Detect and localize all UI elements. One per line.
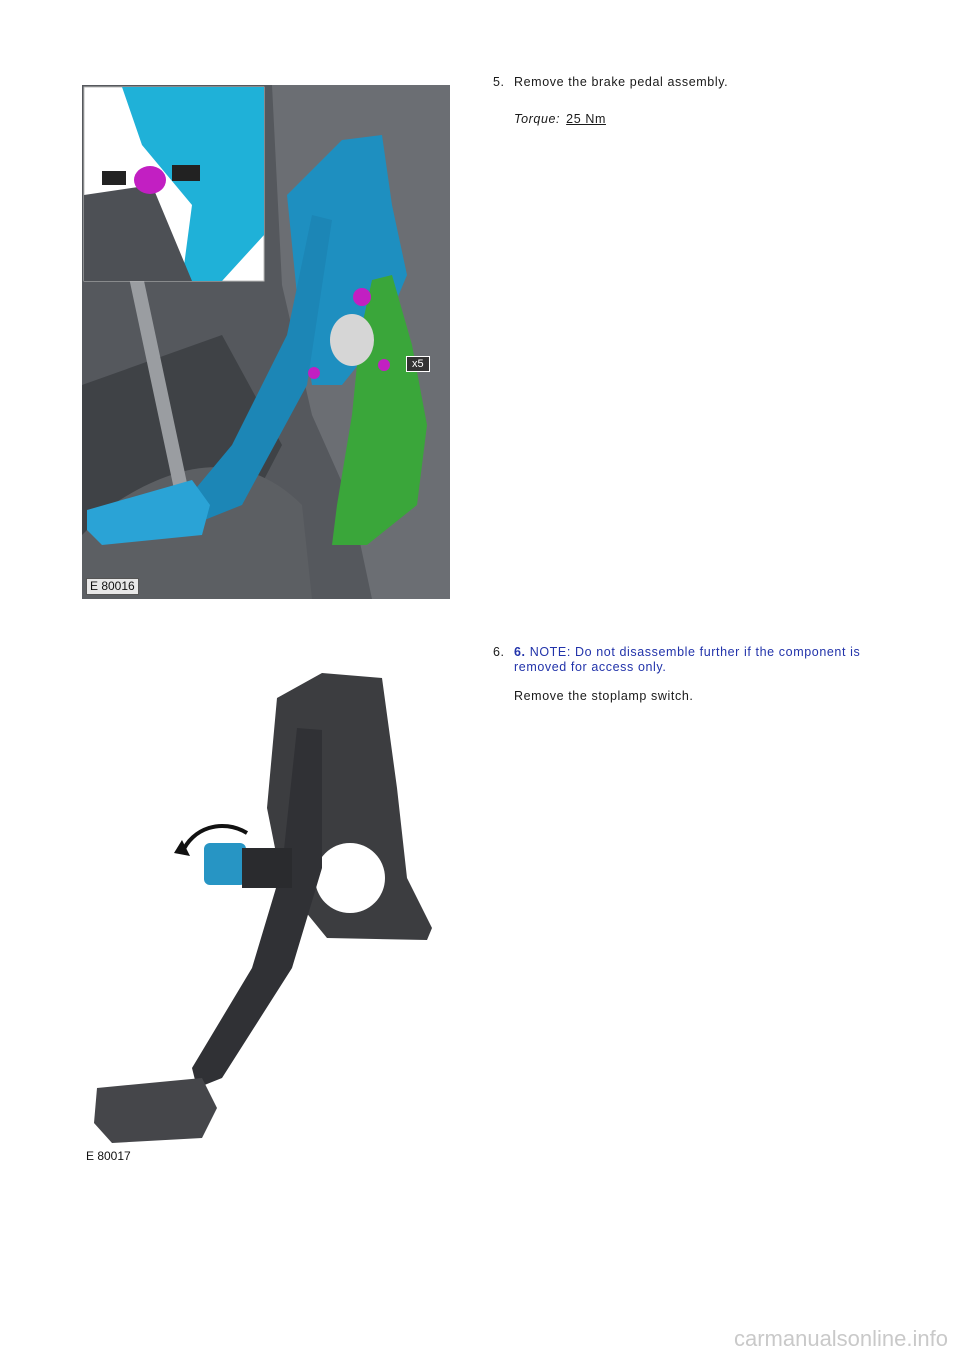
figure-brake-pedal-assembly xyxy=(82,85,450,599)
torque-spec xyxy=(514,112,889,127)
step-number: 6. xyxy=(493,645,505,659)
figure-stoplamp-switch xyxy=(82,668,450,1168)
step-body xyxy=(514,75,889,127)
step-note xyxy=(514,645,889,675)
step-instruction: Remove the brake pedal assembly. xyxy=(514,75,729,89)
step-instruction: Remove the stoplamp switch. xyxy=(514,689,694,703)
stoplamp-switch-illustration xyxy=(82,668,450,1168)
brake-pedal-assembly-illustration xyxy=(82,85,450,599)
quantity-badge: x5 xyxy=(406,356,430,372)
torque-label: Torque: xyxy=(514,112,561,126)
note-prefix: 6. xyxy=(514,645,526,659)
figure-label: E 80016 xyxy=(86,578,139,595)
note-text: NOTE: Do not disassemble further if the component is removed for access only. xyxy=(514,645,861,674)
figure-label: E 80017 xyxy=(86,1149,131,1163)
step-body xyxy=(514,645,889,704)
step-number: 5. xyxy=(493,75,505,89)
torque-value-link[interactable]: 25 Nm xyxy=(566,112,606,126)
watermark: carmanualsonline.info xyxy=(733,1326,948,1351)
